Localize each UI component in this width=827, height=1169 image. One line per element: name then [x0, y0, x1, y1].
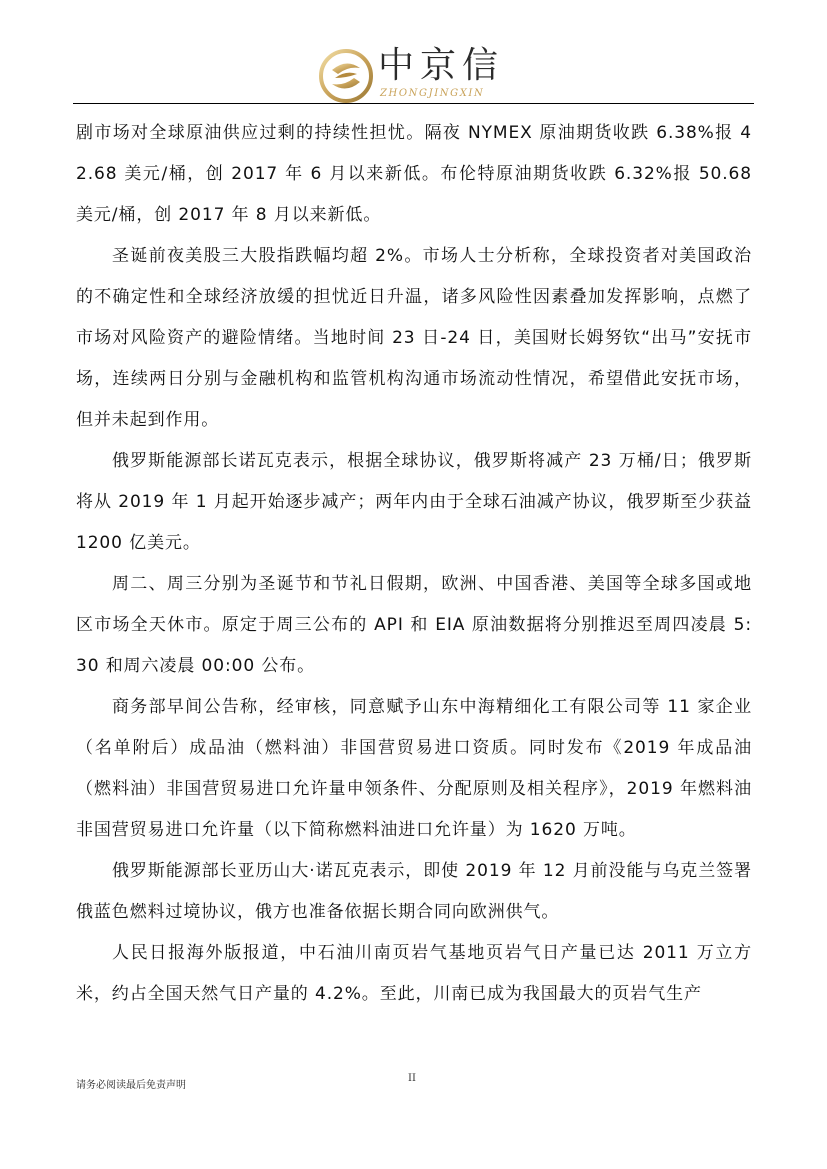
- paragraph: 周二、周三分别为圣诞节和节礼日假期，欧洲、中国香港、美国等全球多国或地区市场全天休市。原定于周三公布的 API 和 EIA 原油数据将分别推迟至周四凌晨 5:30 和周六凌晨 00:00 公布。: [76, 574, 752, 676]
- gold-swirl-emblem-icon: [318, 48, 374, 104]
- paragraph-continued: 剧市场对全球原油供应过剩的持续性担忧。隔夜 NYMEX 原油期货收跌 6.38%报 42.68 美元/桶，创 2017 年 6 月以来新低。布伦特原油期货收跌 6.32%报 50.68 美元/桶，创 2017 年 8 月以来新低。: [76, 123, 752, 225]
- paragraph: 人民日报海外版报道，中石油川南页岩气基地页岩气日产量已达 2011 万立方米，约占全国天然气日产量的 4.2%。至此，川南已成为我国最大的页岩气生产: [76, 943, 752, 1004]
- brand-name: 中京信: [378, 45, 505, 86]
- paragraph: 俄罗斯能源部长亚历山大·诺瓦克表示，即使 2019 年 12 月前没能与乌克兰签署俄蓝色燃料过境协议，俄方也准备依据长期合同向欧洲供气。: [76, 861, 752, 922]
- paragraph: 圣诞前夜美股三大股指跌幅均超 2%。市场人士分析称，全球投资者对美国政治的不确定性和全球经济放缓的担忧近日升温，诸多风险性因素叠加发挥影响，点燃了市场对风险资产的避险情绪。当地时间 23 日-24 日，美国财长姆努钦“出马”安抚市场，连续两日分别与金融机构和监管机构沟通市场流动性情况，希望借此安抚市场，但并未起到作用。: [76, 246, 752, 430]
- page-number: II: [408, 1073, 416, 1084]
- disclaimer-note: 请务必阅读最后免责声明: [76, 1080, 186, 1091]
- article-body: [76, 113, 752, 1015]
- brand-pinyin: ZHONGJINGXIN: [380, 88, 485, 99]
- paragraph: 俄罗斯能源部长诺瓦克表示，根据全球协议，俄罗斯将减产 23 万桶/日；俄罗斯将从 2019 年 1 月起开始逐步减产；两年内由于全球石油减产协议，俄罗斯至少获益 1200 亿美元。: [76, 451, 752, 553]
- header-divider: [73, 103, 754, 104]
- paragraph: 商务部早间公告称，经审核，同意赋予山东中海精细化工有限公司等 11 家企业（名单附后）成品油（燃料油）非国营贸易进口资质。同时发布《2019 年成品油（燃料油）非国营贸易进口允许量申领条件、分配原则及相关程序》，2019 年燃料油非国营贸易进口允许量（以下简称燃料油进口允许量）为 1620 万吨。: [76, 697, 752, 840]
- page-header: [0, 0, 827, 104]
